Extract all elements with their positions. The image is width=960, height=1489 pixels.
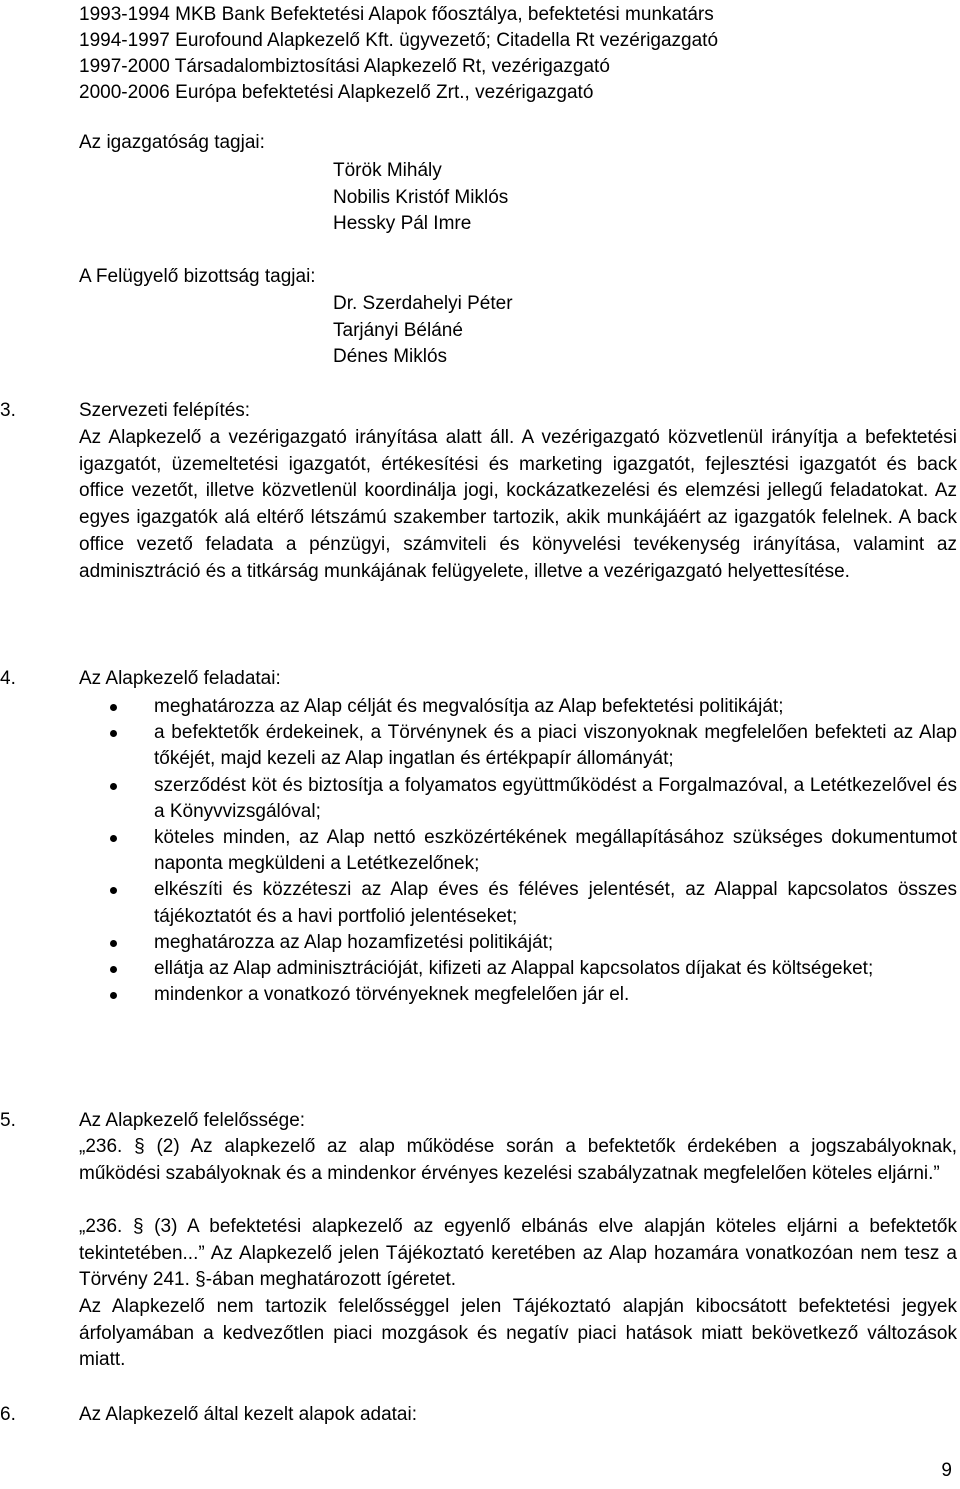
bullet-icon	[110, 783, 117, 790]
list-item-text: meghatározza az Alap hozamfizetési politikáját;	[154, 931, 554, 953]
board-member: Hessky Pál Imre	[333, 213, 472, 234]
list-item	[79, 982, 957, 1008]
section-3-text: Az Alapkezelő a vezérigazgató irányítása alatt áll. A vezérigazgató közvetlenül irányítja a befektetési igazgatót, üzemeltetési igazgatót, értékesítési és marketing igazgatót, fejlesztési igazgatót és back office vezetőt, illetve közvetlenül koordinálja jogi, kockázatkezelési és elemzési jellegű feladatokat. Az egyes igazgatók alá eltérő létszámú szakember tartozik, akik munkájáért az igazgatók felelnek. A back office vezető feladata a pénzügyi, számviteli és könyvelési tevékenység irányítása, valamint az adminisztráció és a titkárság munkájának felügyelete, illetve a vezérigazgató helyettesítése.	[79, 427, 957, 582]
bullet-icon	[110, 992, 117, 999]
section-5-paragraph: „236. § (2) Az alapkezelő az alap működése során a befektetők érdekében a jogszabályoknak, működési szabályoknak és a mindenkor érvényes kezelési szabályzatnak megfelelően köteles eljárni.”	[79, 1136, 957, 1184]
list-item	[79, 773, 957, 825]
list-item-text: köteles minden, az Alap nettó eszközértékének megállapításához szükséges dokumentumot naponta megküldeni a Letétkezelőnek;	[154, 827, 957, 875]
board-members	[333, 158, 508, 238]
supervisory-label: A Felügyelő bizottság tagjai:	[79, 266, 316, 287]
career-line: 1994-1997 Eurofound Alapkezelő Kft. ügyvezető; Citadella Rt vezérigazgató	[79, 30, 719, 51]
board-member: Török Mihály	[333, 160, 442, 181]
bullet-icon	[110, 887, 117, 894]
list-item-text: mindenkor a vonatkozó törvényeknek megfelelően jár el.	[154, 984, 630, 1006]
bullet-icon	[110, 966, 117, 973]
bullet-icon	[110, 835, 117, 842]
career-history	[79, 2, 718, 106]
board-label: Az igazgatóság tagjai:	[79, 132, 265, 153]
section-5-title: Az Alapkezelő felelőssége:	[79, 1110, 306, 1131]
supervisory-member: Dénes Miklós	[333, 346, 448, 367]
section-3-number: 3.	[0, 400, 16, 421]
board-member: Nobilis Kristóf Miklós	[333, 186, 509, 208]
list-item-text: meghatározza az Alap célját és megvalósítja az Alap befektetési politikáját;	[154, 696, 784, 717]
list-item	[79, 930, 957, 956]
list-item	[79, 825, 957, 877]
bullet-icon	[110, 730, 117, 737]
career-line: 1993-1994 MKB Bank Befektetési Alapok főosztálya, befektetési munkatárs	[79, 4, 714, 25]
section-4-title: Az Alapkezelő feladatai:	[79, 668, 281, 689]
page-number: 9	[941, 1460, 952, 1481]
section-5-number: 5.	[0, 1110, 16, 1131]
list-item-text: a befektetők érdekeinek, a Törvénynek és a piaci viszonyoknak megfelelően befekteti az Alap tőkéjét, majd kezeli az Alap ingatlan és értékpapír állományát;	[154, 722, 957, 770]
list-item	[79, 877, 957, 929]
career-line: 1997-2000 Társadalombiztosítási Alapkezelő Rt, vezérigazgató	[79, 56, 610, 77]
supervisory-member: Dr. Szerdahelyi Péter	[333, 293, 513, 314]
section-6-title: Az Alapkezelő által kezelt alapok adatai:	[79, 1404, 417, 1425]
supervisory-member: Tarjányi Béláné	[333, 319, 463, 341]
list-item	[79, 956, 957, 982]
section-5-paragraph: „236. § (3) A befektetési alapkezelő az egyenlő elbánás elve alapján köteles eljárni a befektetők tekintetében...” Az Alapkezelő jelen Tájékoztató keretében az Alap hozamára vonatkozóan nem tesz a Törvény 241. §-ában meghatározott ígéretet.	[79, 1216, 957, 1291]
section-6-number: 6.	[0, 1404, 16, 1425]
list-item-text: ellátja az Alap adminisztrációját, kifizeti az Alappal kapcsolatos díjakat és költségeket;	[154, 958, 874, 980]
bullet-icon	[110, 940, 117, 947]
section-3-title: Szervezeti felépítés:	[79, 400, 251, 421]
list-item	[79, 694, 957, 720]
section-4-number: 4.	[0, 668, 16, 689]
career-line: 2000-2006 Európa befektetési Alapkezelő Zrt., vezérigazgató	[79, 82, 594, 103]
list-item	[79, 720, 957, 772]
list-item-text: elkészíti és közzéteszi az Alap éves és féléves jelentését, az Alappal kapcsolatos összes tájékoztatót és a havi portfolió jelentéseket;	[154, 879, 957, 927]
section-5-paragraph: Az Alapkezelő nem tartozik felelősséggel jelen Tájékoztató alapján kibocsátott befektetési jegyek árfolyamában a kedvezőtlen piaci mozgások és negatív piaci hatások miatt bekövetkező változások miatt.	[79, 1296, 957, 1371]
tasks-list	[79, 694, 957, 1008]
bullet-icon	[110, 704, 117, 711]
list-item-text: szerződést köt és biztosítja a folyamatos együttműködést a Forgalmazóval, a Letétkezelővel és a Könyvvizsgálóval;	[154, 774, 957, 822]
supervisory-members	[333, 291, 513, 371]
